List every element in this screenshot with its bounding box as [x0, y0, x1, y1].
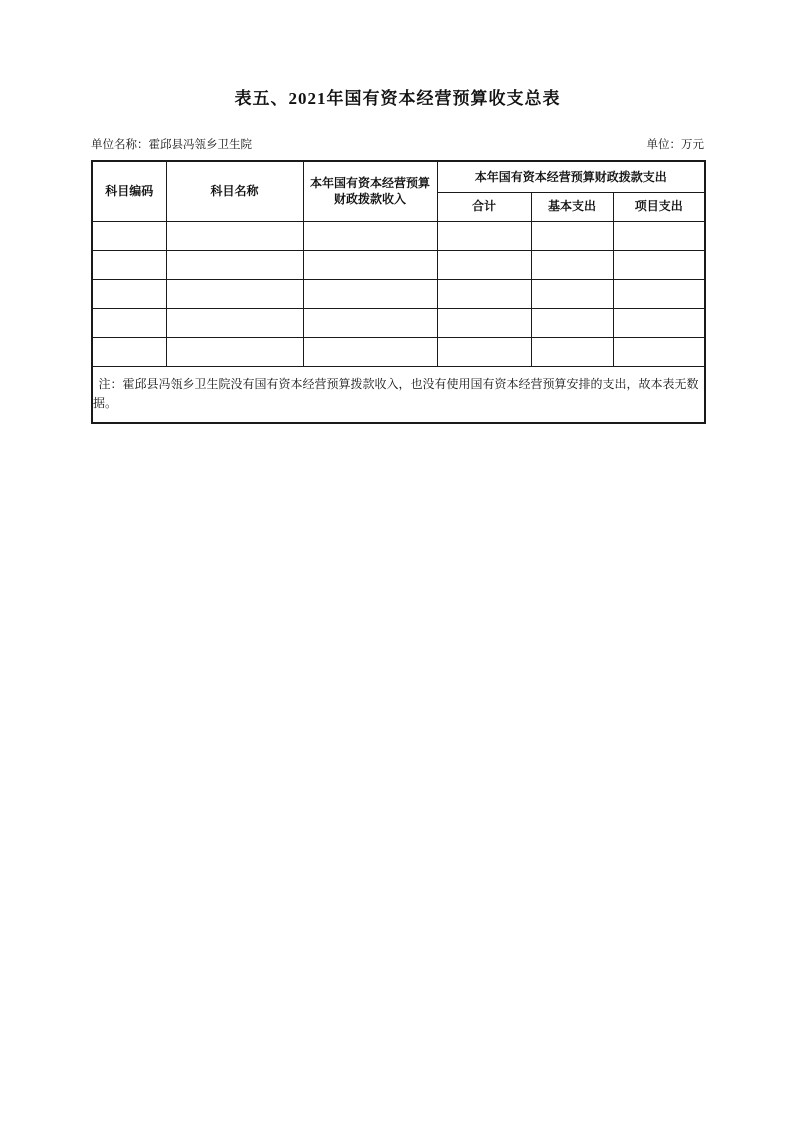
table-cell — [613, 279, 705, 308]
table-cell — [166, 337, 303, 366]
header-subject-code: 科目编码 — [92, 161, 166, 221]
table-cell — [166, 279, 303, 308]
table-cell — [613, 250, 705, 279]
table-cell — [166, 250, 303, 279]
table-cell — [437, 279, 531, 308]
table-cell — [613, 221, 705, 250]
unit-name-label: 单位名称： — [91, 139, 149, 151]
table-cell — [613, 308, 705, 337]
header-revenue — [303, 161, 437, 221]
table-cell — [531, 250, 613, 279]
table-cell — [92, 308, 166, 337]
header-subject-name: 科目名称 — [166, 161, 303, 221]
table-row — [92, 308, 705, 337]
header-expenditure-project: 项目支出 — [613, 192, 705, 221]
meta-row — [91, 138, 704, 152]
unit-name-value: 霍邱县冯瓴乡卫生院 — [148, 139, 252, 151]
table-cell — [303, 279, 437, 308]
table-row — [92, 279, 705, 308]
table-cell — [92, 279, 166, 308]
table-cell — [531, 337, 613, 366]
table-cell — [613, 337, 705, 366]
table-cell — [92, 221, 166, 250]
table-cell — [303, 308, 437, 337]
table-row — [92, 221, 705, 250]
table-cell — [531, 221, 613, 250]
header-revenue-line1: 本年国有资本经营预算 — [309, 176, 430, 191]
table-cell — [437, 308, 531, 337]
table-cell — [437, 221, 531, 250]
header-expenditure-total: 合计 — [437, 192, 531, 221]
unit-name-line — [91, 138, 252, 152]
table-cell — [437, 250, 531, 279]
table-note: 注：霍邱县冯瓴乡卫生院没有国有资本经营预算拨款收入，也没有使用国有资本经营预算安排的支出，故本表无数据。 — [92, 366, 705, 423]
header-expenditure-basic: 基本支出 — [531, 192, 613, 221]
header-expenditure-group: 本年国有资本经营预算财政拨款支出 — [437, 161, 705, 192]
table-cell — [303, 250, 437, 279]
table-cell — [303, 337, 437, 366]
table-cell — [531, 279, 613, 308]
table-body — [92, 221, 705, 366]
table-header — [92, 161, 705, 221]
table-cell — [166, 221, 303, 250]
table-cell — [92, 337, 166, 366]
table-cell — [92, 250, 166, 279]
budget-table — [91, 160, 706, 424]
table-row — [92, 250, 705, 279]
header-revenue-line2: 财政拨款收入 — [333, 192, 406, 207]
table-cell — [166, 308, 303, 337]
table-cell — [531, 308, 613, 337]
table-footer — [92, 366, 705, 423]
unit-of-measure: 单位：万元 — [646, 139, 704, 151]
table-cell — [437, 337, 531, 366]
page-title: 表五、2021年国有资本经营预算收支总表 — [234, 89, 561, 108]
table-row — [92, 337, 705, 366]
document-content — [91, 0, 704, 424]
table-cell — [303, 221, 437, 250]
